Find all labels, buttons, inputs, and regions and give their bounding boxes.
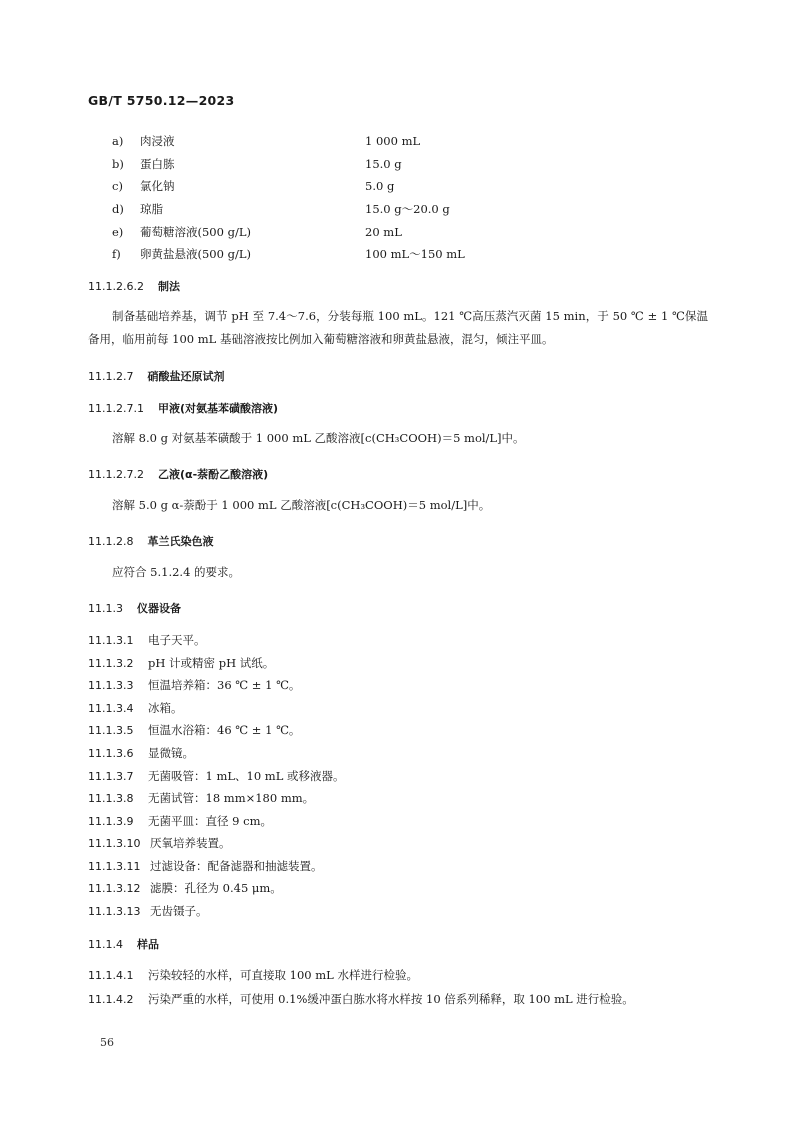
item-text: 无菌吸管：1 mL、10 mL 或移液器。 [148,769,345,783]
section-title: 甲液(对氨基苯磺酸溶液) [157,402,279,415]
item-text: 无菌平皿：直径 9 cm。 [148,814,272,828]
section-heading-11-1-2-7-2 [88,466,268,482]
item-number: 11.1.3.13 [88,905,141,918]
section-number: 11.1.2.7.2 [88,468,144,481]
equipment-item [88,722,300,738]
item-number: 11.1.3.10 [88,837,141,850]
section-heading-11-1-4 [88,936,159,952]
item-text: 厌氧培养装置。 [150,836,231,850]
item-number: 11.1.3.11 [88,860,141,873]
ingredient-row [112,130,572,153]
page-number: 56 [100,1036,114,1049]
item-text: 恒温水浴箱：46 ℃ ± 1 ℃。 [148,723,301,737]
item-text: 污染较轻的水样，可直接取 100 mL 水样进行检验。 [148,968,418,982]
item-text: 冰箱。 [148,701,183,715]
section-number: 11.1.4 [88,938,123,951]
ingredient-row [112,198,572,221]
equipment-item [88,655,274,671]
item-text: 无菌试管：18 mm×180 mm。 [148,791,315,805]
ingredient-name: 葡萄糖溶液(500 g/L) [140,224,251,239]
ingredient-amount: 15.0 g～20.0 g [365,202,450,217]
item-number: 11.1.4.1 [88,969,134,982]
ingredient-amount: 5.0 g [365,179,395,194]
ingredient-row [112,153,572,176]
equipment-item [88,677,300,693]
section-heading-11-1-2-6-2 [88,278,180,294]
ingredient-amount: 15.0 g [365,156,402,171]
item-number: 11.1.3.12 [88,882,141,895]
ingredient-letter: a) [112,134,124,149]
ingredient-amount: 1 000 mL [365,134,421,149]
item-text: 过滤设备：配备滤器和抽滤装置。 [150,859,323,873]
sample-item [88,991,634,1007]
item-text: pH 计或精密 pH 试纸。 [148,656,275,670]
equipment-item [88,745,194,761]
section-heading-11-1-2-7-1 [88,400,278,416]
ingredient-row [112,175,572,198]
section-title: 革兰氏染色液 [147,535,214,548]
ingredient-name: 肉浸液 [140,134,175,149]
ingredient-letter: e) [112,224,124,239]
item-number: 11.1.3.1 [88,634,134,647]
section-heading-11-1-2-7 [88,368,224,384]
section-heading-11-1-3 [88,600,181,616]
section-number: 11.1.2.6.2 [88,280,144,293]
equipment-item [88,768,345,784]
ingredient-name: 卵黄盐悬液(500 g/L) [140,247,251,262]
reagent-b-paragraph: 溶解 5.0 g α-萘酚于 1 000 mL 乙酸溶液[c(CH₃COOH)＝5 mol/L]中。 [112,498,491,512]
item-text: 滤膜：孔径为 0.45 μm。 [150,881,282,895]
item-text: 污染严重的水样，可使用 0.1%缓冲蛋白胨水将水样按 10 倍系列稀释，取 100 mL 进行检验。 [148,992,634,1006]
item-number: 11.1.3.9 [88,815,134,828]
item-number: 11.1.3.3 [88,679,134,692]
item-number: 11.1.3.5 [88,724,134,737]
section-heading-11-1-2-8 [88,533,213,549]
ingredient-letter: f) [112,247,121,262]
item-text: 电子天平。 [148,633,206,647]
equipment-item [88,632,206,648]
ingredient-row [112,220,572,243]
preparation-paragraph: 制备基础培养基，调节 pH 至 7.4～7.6，分装每瓶 100 mL。121 ℃高压蒸汽灭菌 15 min，于 50 ℃ ± 1 ℃保温备用，临用前每 100 mL 基础溶液按比例加入葡萄糖溶液和卵黄盐悬液，混匀，倾注平皿。 [88,309,708,346]
equipment-item [88,700,183,716]
ingredient-letter: d) [112,202,124,217]
ingredient-name: 琼脂 [140,202,163,217]
section-title: 制法 [157,280,180,293]
section-number: 11.1.2.7 [88,370,134,383]
sample-item [88,967,418,983]
section-title: 硝酸盐还原试剂 [147,370,225,383]
section-number: 11.1.3 [88,602,123,615]
item-number: 11.1.3.2 [88,657,134,670]
equipment-item [88,835,231,851]
item-number: 11.1.4.2 [88,993,134,1006]
equipment-item [88,813,272,829]
item-text: 无齿镊子。 [150,904,208,918]
ingredient-letter: c) [112,179,123,194]
equipment-item [88,880,282,896]
item-number: 11.1.3.8 [88,792,134,805]
equipment-item [88,903,208,919]
section-title: 样品 [137,938,159,951]
item-text: 恒温培养箱：36 ℃ ± 1 ℃。 [148,678,301,692]
ingredient-amount: 100 mL～150 mL [365,247,465,262]
section-title: 乙液(α-萘酚乙酸溶液) [157,468,269,481]
ingredient-name: 氯化钠 [140,179,175,194]
equipment-item [88,858,323,874]
ingredient-row [112,243,572,266]
equipment-item [88,790,314,806]
section-number: 11.1.2.8 [88,535,134,548]
ingredient-amount: 20 mL [365,224,402,239]
item-number: 11.1.3.6 [88,747,134,760]
section-number: 11.1.2.7.1 [88,402,144,415]
ingredient-name: 蛋白胨 [140,156,175,171]
item-number: 11.1.3.4 [88,702,134,715]
reagent-a-paragraph: 溶解 8.0 g 对氨基苯磺酸于 1 000 mL 乙酸溶液[c(CH₃COOH)＝5 mol/L]中。 [112,431,525,445]
ingredient-letter: b) [112,156,124,171]
item-text: 显微镜。 [148,746,194,760]
standard-code-header: GB/T 5750.12—2023 [88,93,235,108]
item-number: 11.1.3.7 [88,770,134,783]
section-title: 仪器设备 [137,602,181,615]
ingredient-list [112,130,572,266]
gram-stain-paragraph: 应符合 5.1.2.4 的要求。 [112,565,241,579]
